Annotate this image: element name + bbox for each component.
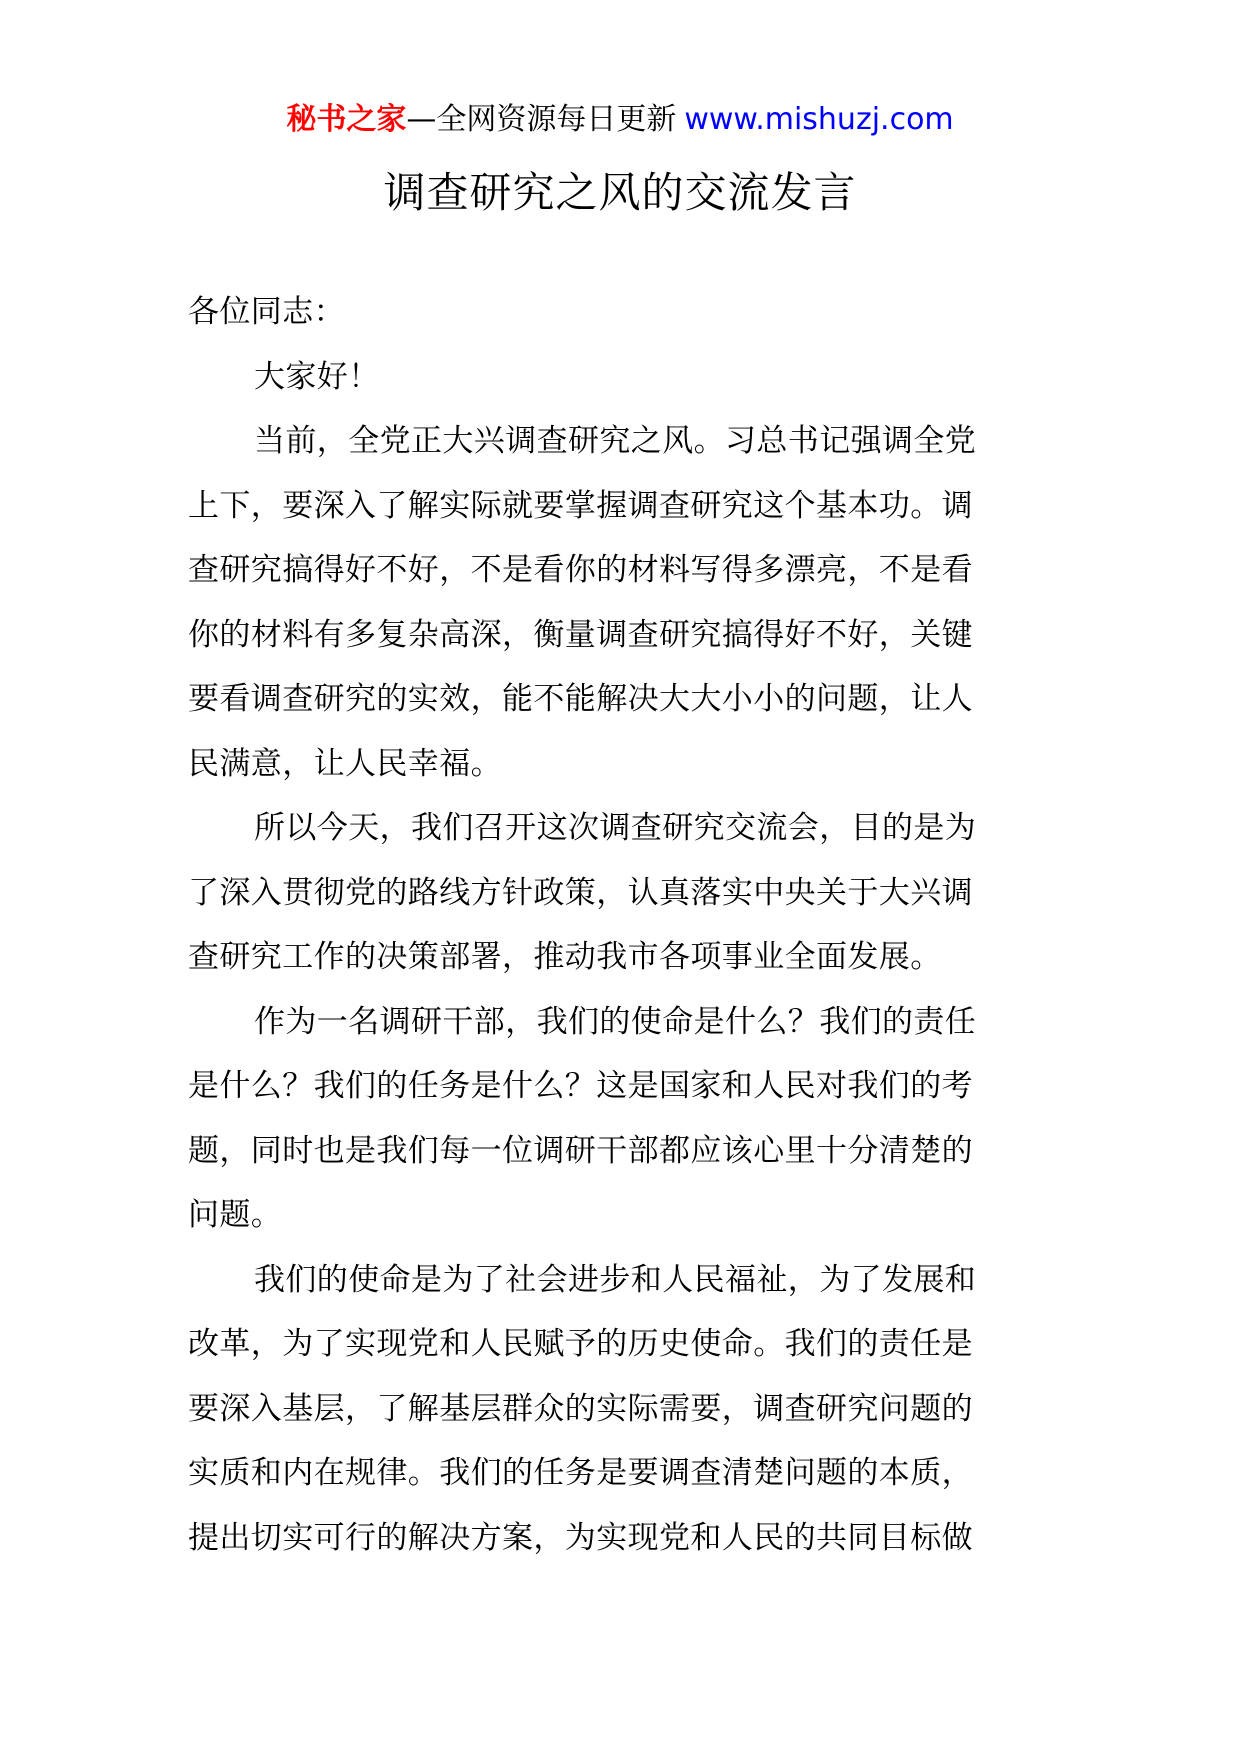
text-line: 查研究工作的决策部署，推动我市各项事业全面发展。 [188,939,942,975]
brand-name: 秘书之家 [286,102,407,137]
text-line: 我们的使命是为了社会进步和人民福祉，为了发展和 [254,1261,977,1298]
banner-tagline: —全网资源每日更新 [406,102,677,137]
text-line: 题，同时也是我们每一位调研干部都应该心里十分清楚的 [188,1132,973,1169]
text-line: 作为一名调研干部，我们的使命是什么？我们的责任 [254,1003,977,1040]
site-banner [0,100,1240,140]
text-line: 民满意，让人民幸福。 [188,745,502,782]
site-url-link[interactable]: www.mishuzj.com [684,102,954,137]
text-line: 改革，为了实现党和人民赋予的历史使命。我们的责任是 [188,1326,973,1362]
document-body [188,292,1058,1582]
text-line: 提出切实可行的解决方案，为实现党和人民的共同目标做 [188,1519,973,1556]
text-line: 要看调查研究的实效，能不能解决大大小小的问题，让人 [188,681,973,717]
text-line: 你的材料有多复杂高深，衡量调查研究搞得好不好，关键 [188,616,973,653]
text-line: 大家好！ [254,358,380,395]
text-line: 各位同志： [188,294,345,330]
text-line: 当前，全党正大兴调查研究之风。习总书记强调全党 [254,423,977,459]
text-line: 了深入贯彻党的路线方针政策，认真落实中央关于大兴调 [188,874,973,911]
text-line: 实质和内在规律。我们的任务是要调查清楚问题的本质， [188,1455,973,1491]
text-line: 要深入基层，了解基层群众的实际需要，调查研究问题的 [188,1390,973,1427]
text-line: 所以今天，我们召开这次调查研究交流会，目的是为 [254,810,977,846]
text-line: 查研究搞得好不好，不是看你的材料写得多漂亮，不是看 [188,552,973,588]
text-line: 上下，要深入了解实际就要掌握调查研究这个基本功。调 [188,487,973,524]
document-title: 调查研究之风的交流发言 [383,168,857,217]
text-line: 是什么？我们的任务是什么？这是国家和人民对我们的考 [188,1068,973,1104]
text-line: 问题。 [188,1197,283,1233]
